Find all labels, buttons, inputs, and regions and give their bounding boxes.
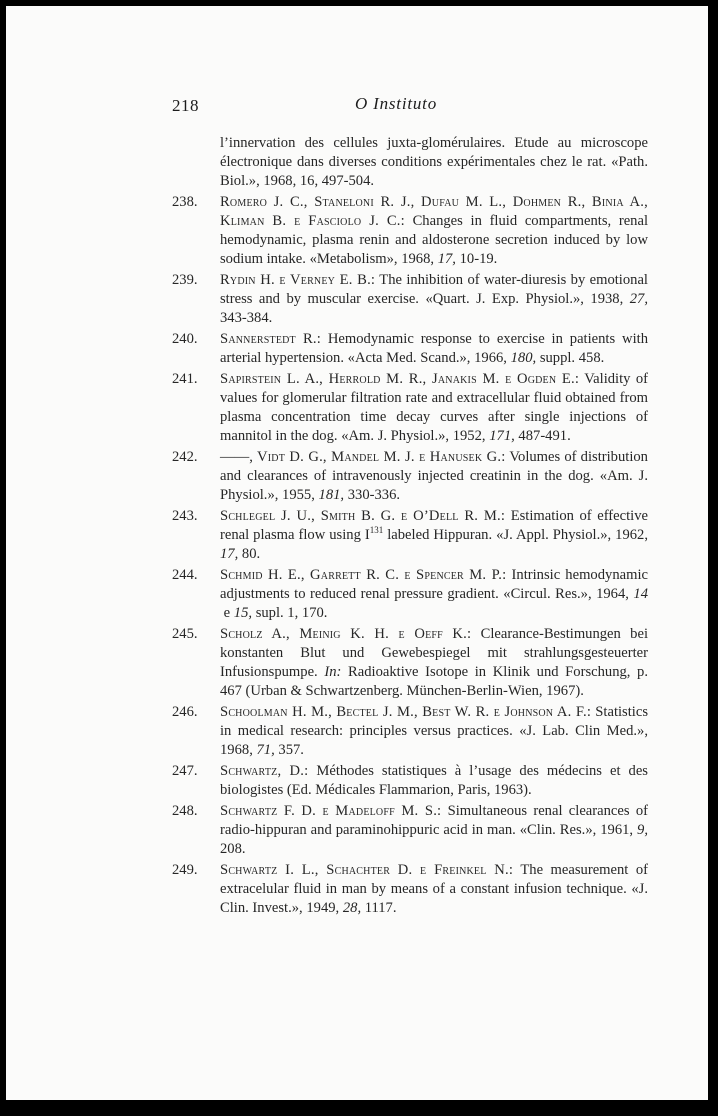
reference-number: 247. bbox=[172, 763, 198, 779]
reference-number: 241. bbox=[172, 371, 198, 387]
reference-source: «Quart. J. Exp. Physiol.», 1938, bbox=[425, 291, 624, 307]
reference-item bbox=[172, 861, 648, 918]
reference-authors: Romero J. C., Staneloni R. J., Dufau M. L., Dohmen R., Binia A., Kliman B. e Fasciolo J. C.: bbox=[220, 194, 648, 229]
reference-pages: 10-19. bbox=[459, 251, 498, 267]
reference-volume: 28, bbox=[342, 900, 362, 916]
reference-number: 243. bbox=[172, 508, 198, 524]
reference-item bbox=[172, 370, 648, 446]
volume-joiner: e bbox=[220, 605, 234, 621]
reference-source: «Am. J. Physiol.», 1955, bbox=[220, 468, 648, 503]
reference-title-part: Estimation of effective renal plasma flow using I bbox=[220, 508, 648, 543]
reference-number: 240. bbox=[172, 331, 198, 347]
reference-authors: Sapirstein L. A., Herrold M. R., Janakis M. e Ogden E.: bbox=[220, 371, 580, 387]
running-title: O Instituto bbox=[355, 94, 437, 113]
reference-book-details: Radioaktive Isotope in Klinik und Forschung, p. 467 (Urban & Schwartzenberg. München-Berlin-Wien, 1967). bbox=[220, 664, 649, 699]
isotope-superscript: 131 bbox=[369, 525, 384, 536]
reference-title: Statistics in medical research: principles versus practices. bbox=[220, 704, 648, 739]
reference-title: The inhibition of water-diuresis by emotional stress and by muscular exercise. bbox=[220, 272, 648, 307]
reference-source: «Acta Med. Scand.», 1966, bbox=[347, 350, 507, 366]
reference-title: Intrinsic hemodynamic adjustments to reduced renal pressure gradient. bbox=[220, 567, 648, 602]
reference-pages: 330-336. bbox=[347, 487, 401, 503]
reference-volume: 27, bbox=[629, 291, 648, 307]
reference-item bbox=[172, 566, 648, 623]
reference-volume: 180, bbox=[510, 350, 537, 366]
reference-number: 246. bbox=[172, 704, 198, 720]
reference-pages: 208. bbox=[220, 841, 246, 857]
reference-item bbox=[172, 625, 648, 701]
reference-title: Simultaneous renal clearances of radio-hippuran and paraminohippuric acid in man. bbox=[220, 803, 648, 838]
reference-title-part: labeled Hippuran. bbox=[383, 527, 493, 543]
reference-volume: 171, bbox=[489, 428, 515, 444]
book-page bbox=[6, 6, 708, 1100]
reference-list bbox=[172, 134, 648, 918]
reference-pages: 487-491. bbox=[518, 428, 571, 444]
reference-item bbox=[172, 193, 648, 269]
reference-source: «J. Lab. Clin Med.», 1968, bbox=[220, 723, 648, 758]
reference-volume: 71, bbox=[256, 742, 275, 758]
reference-authors: Schwartz I. L., Schachter D. e Freinkel N.: bbox=[220, 862, 514, 878]
reference-item bbox=[172, 448, 648, 505]
reference-volume: 14 bbox=[633, 586, 648, 602]
reference-authors: Schwartz F. D. e Madeloff M. S.: bbox=[220, 803, 442, 819]
reference-authors: Scholz A., Meinig K. H. e Oeff K.: bbox=[220, 626, 472, 642]
reference-pages: 357. bbox=[278, 742, 304, 758]
reference-title: Validity of values for glomerular filtration rate and extracellular fluid obtained from plasma concentration time decay curves after single injections of mannitol in the dog. bbox=[220, 371, 649, 444]
reference-volume: 9, bbox=[637, 822, 648, 838]
reference-number: 245. bbox=[172, 626, 198, 642]
reference-title: Changes in fluid compartments, renal hemodynamic, plasma renin and aldosterone secretion induced by low sodium intake. bbox=[220, 213, 648, 267]
reference-authors: Rydin H. e Verney E. B.: bbox=[220, 272, 376, 288]
reference-authors: Schoolman H. M., Bectel J. M., Best W. R. e Johnson A. F.: bbox=[220, 704, 592, 720]
reference-volume: 17, bbox=[220, 546, 239, 562]
reference-number: 239. bbox=[172, 272, 198, 288]
reference-item bbox=[172, 703, 648, 760]
reference-number: 248. bbox=[172, 803, 198, 819]
reference-volume: 181, bbox=[318, 487, 345, 503]
reference-pages: suppl. 458. bbox=[539, 350, 605, 366]
reference-item bbox=[172, 330, 648, 368]
reference-pages: 80. bbox=[241, 546, 261, 562]
reference-authors: Schlegel J. U., Smith B. G. e O’Dell R. M.: bbox=[220, 508, 506, 524]
reference-number: 244. bbox=[172, 567, 198, 583]
reference-source: «Clin. Res.», 1961, bbox=[519, 822, 634, 838]
reference-item bbox=[172, 802, 648, 859]
reference-pages: 343-384. bbox=[220, 310, 273, 326]
repeated-author-dash: ——, bbox=[220, 449, 253, 465]
reference-number: 242. bbox=[172, 449, 198, 465]
reference-title: Hemodynamic response to exercise in patients with arterial hypertension. bbox=[220, 331, 648, 366]
reference-number: 249. bbox=[172, 862, 198, 878]
reference-authors: Schmid H. E., Garrett R. C. e Spencer M. P.: bbox=[220, 567, 507, 583]
reference-source: «Circul. Res.», 1964, bbox=[503, 586, 629, 602]
reference-title: Clearance-Bestimungen bei konstanten Blut und Gewebespiegel mit strahlungsgesteuerter Infusionspumpe. bbox=[220, 626, 648, 680]
continued-reference-text: l’innervation des cellules juxta-glomérulaires. Etude au microscope électronique dans diverses conditions expérimentales chez le rat. «Path. Biol.», 1968, 16, 497-504. bbox=[220, 135, 648, 189]
reference-item bbox=[172, 507, 648, 564]
reference-authors: Schwartz, D.: bbox=[220, 763, 309, 779]
in-label: In: bbox=[324, 664, 342, 680]
reference-title: Volumes of distribution and clearances of intravenously injected creatinin in the dog. bbox=[220, 449, 648, 484]
reference-source: «Metabolism», 1968, bbox=[309, 251, 435, 267]
reference-title: The measurement of extracelular fluid in man by means of a constant infusion technique. bbox=[220, 862, 649, 897]
reference-source: «J. Appl. Physiol.», 1962, bbox=[496, 527, 649, 543]
reference-authors: Vidt D. G., Mandel M. J. e Hanusek G.: bbox=[257, 449, 506, 465]
page-header bbox=[6, 90, 708, 120]
reference-pages: 1117. bbox=[364, 900, 397, 916]
reference-volume: 17, bbox=[437, 251, 456, 267]
page-number: 218 bbox=[172, 96, 199, 115]
reference-pages: supl. 1, 170. bbox=[255, 605, 328, 621]
reference-source: «J. Clin. Invest.», 1949, bbox=[220, 881, 648, 916]
reference-authors: Sannerstedt R.: bbox=[220, 331, 321, 347]
reference-volume-2: 15, bbox=[233, 605, 253, 621]
reference-item bbox=[172, 271, 648, 328]
reference-item bbox=[172, 762, 648, 800]
reference-number: 238. bbox=[172, 194, 198, 210]
reference-title: Méthodes statistiques à l’usage des médecins et des biologistes (Ed. Médicales Flammarion, Paris, 1963). bbox=[220, 763, 648, 798]
reference-source: «Am. J. Physiol.», 1952, bbox=[341, 428, 486, 444]
